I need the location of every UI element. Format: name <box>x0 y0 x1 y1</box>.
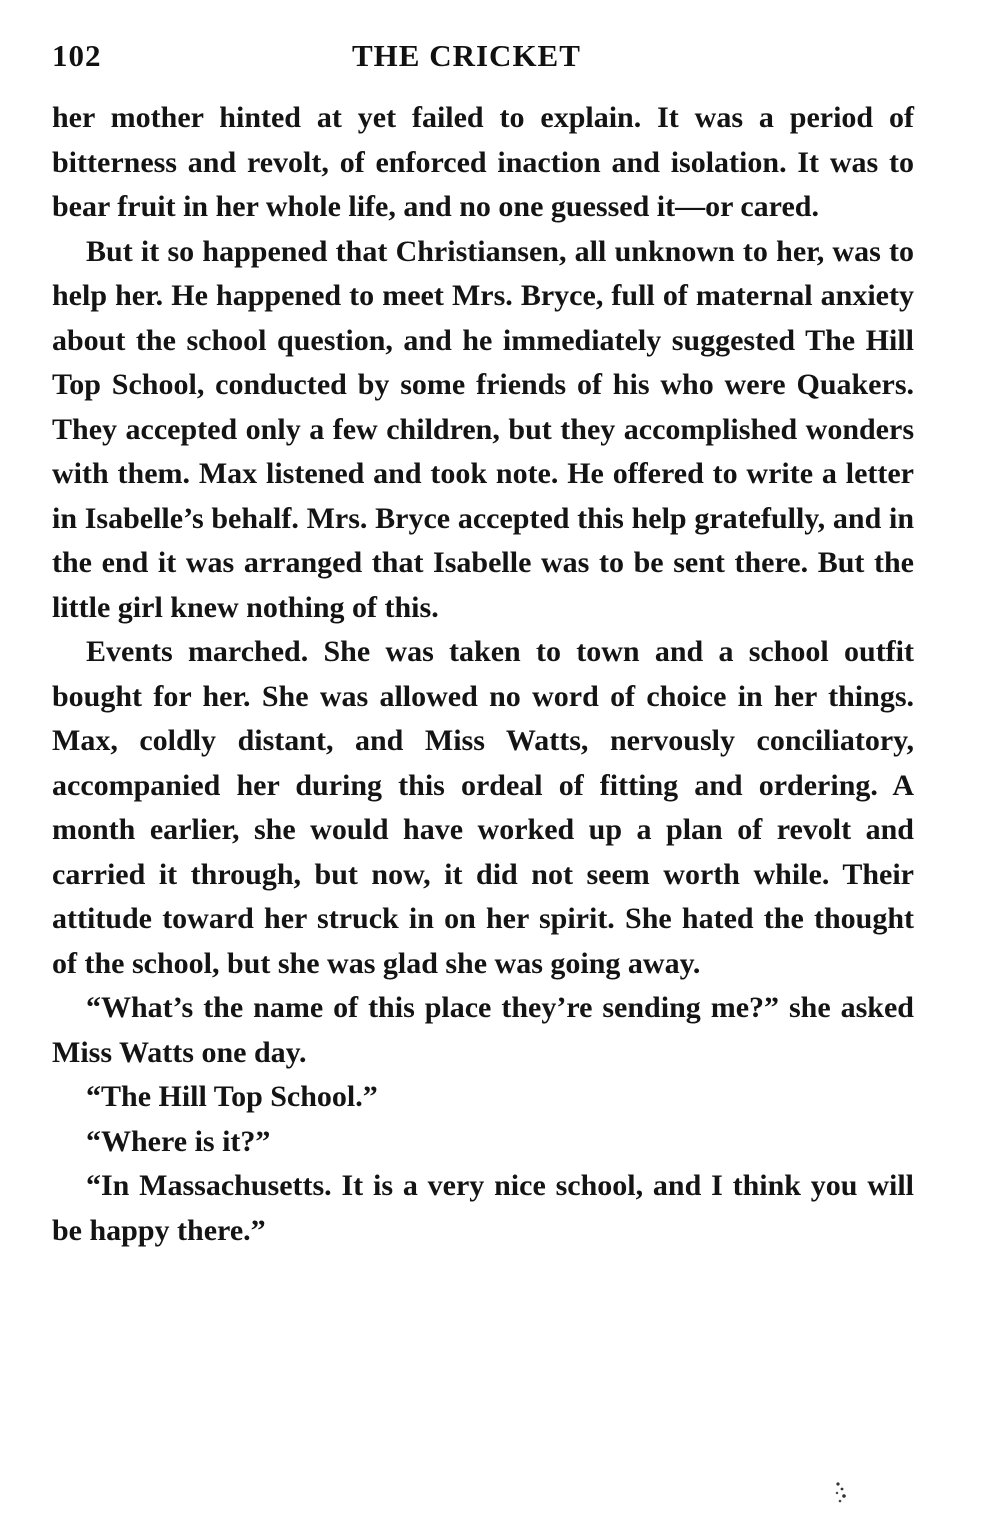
dialogue-line: “Where is it?” <box>86 1124 271 1158</box>
page-number: 102 <box>52 38 102 73</box>
running-title: THE CRICKET <box>352 38 581 73</box>
dialogue-line: “What’s the name of this place they’re sending me?” she asked Miss Watts one day. <box>52 991 914 1069</box>
dialogue-line: “In Massachusetts. It is a very nice school, and I think you will be happy there.” <box>52 1169 914 1247</box>
running-header <box>52 38 912 82</box>
body-text <box>52 96 914 1253</box>
print-speck <box>832 1480 850 1506</box>
paragraph-continuation: her mother hinted at yet failed to explain. It was a period of bitterness and revolt, of enforced inaction and isolation. It was to bear fruit in her whole life, and no one guessed it—or cared. <box>52 101 914 223</box>
dialogue-line: “The Hill Top School.” <box>86 1080 378 1113</box>
paragraph-events-marched: Events marched. She was taken to town and a school outfit bought for her. She was allowed no word of choice in her things. Max, coldly distant, and Miss Watts, nervously conciliatory, accompanied her during this ordeal of fitting and ordering. A month earlier, she would have worked up a plan of revolt and carried it through, but now, it did not seem worth while. Their attitude toward her struck in on her spirit. She hated the thought of the school, but she was glad she was going away. <box>52 635 914 980</box>
paragraph-christiansen: But it so happened that Christiansen, all unknown to her, was to help her. He happened to meet Mrs. Bryce, full of maternal anxiety about the school question, and he immediately suggested The Hill Top School, conducted by some friends of his who were Quakers. They accepted only a few children, but they accomplished wonders with them. Max listened and took note. He offered to write a letter in Isabelle’s behalf. Mrs. Bryce accepted this help gratefully, and in the end it was arranged that Isabelle was to be sent there. But the little girl knew nothing of this. <box>52 234 914 624</box>
